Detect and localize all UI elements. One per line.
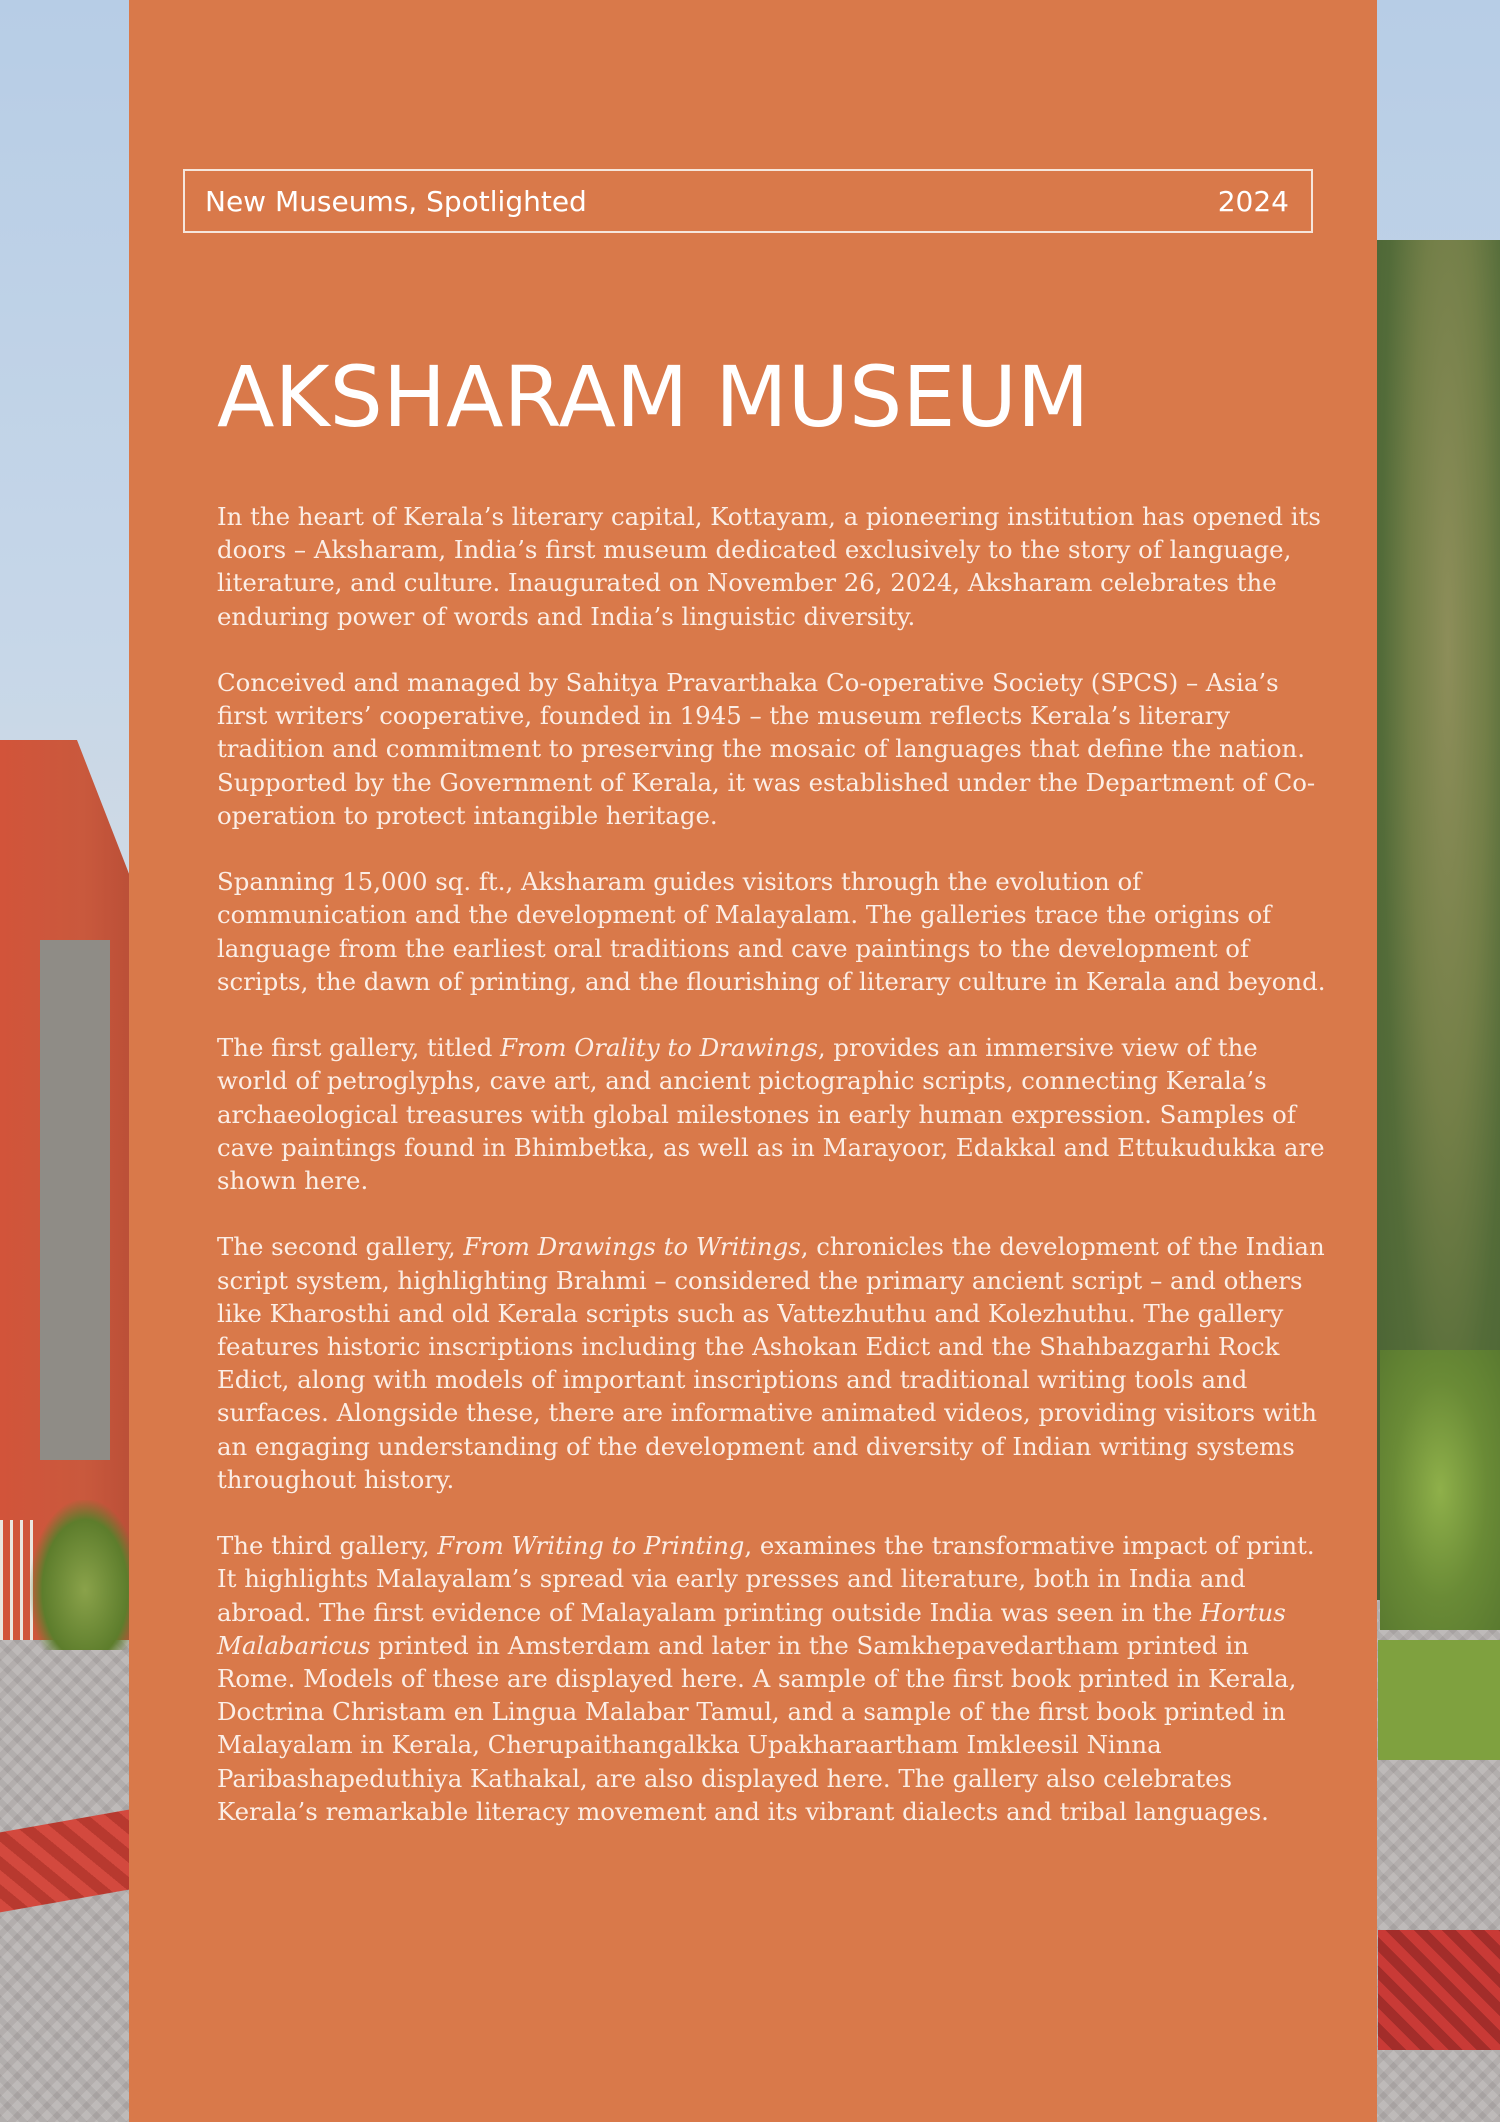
series-label: New Museums, Spotlighted	[205, 184, 587, 218]
page-title: AKSHARAM MUSEUM	[217, 348, 1090, 446]
paragraph-galleries-overview: Spanning 15,000 sq. ft., Aksharam guides visitors through the evolution of communication and the development of Malayalam. The galleries trace the origins of language from the earliest oral traditions and cave paintings to the development of scripts, the dawn of printing, and the flourishing of literary culture in Kerala and beyond.	[217, 867, 1326, 996]
book-title-italic: Hortus Malabaricus	[217, 1597, 1286, 1660]
series-year: 2024	[1217, 184, 1289, 218]
plant-left	[30, 1500, 140, 1650]
article-body	[217, 500, 1327, 1861]
text-run: The second gallery,	[217, 1232, 464, 1262]
red-paving-right	[1378, 1930, 1500, 2050]
paragraph-spcs: Conceived and managed by Sahitya Pravarthaka Co-operative Society (SPCS) – Asia’s first writers’ cooperative, founded in 1945 – the museum reflects Kerala’s literary tradition and commitment to preserving the mosaic of languages that define the nation. Supported by the Government of Kerala, it was established under the Department of Co-operation to protect intangible heritage.	[217, 668, 1316, 830]
text-run: The first gallery, titled	[217, 1033, 501, 1063]
text-run: The third gallery,	[217, 1531, 438, 1561]
building-wall-panel	[40, 940, 110, 1460]
gallery-title-italic: From Drawings to Writings	[463, 1232, 801, 1262]
paragraph-first-gallery	[217, 1031, 1327, 1197]
paragraph-intro: In the heart of Kerala’s literary capital, Kottayam, a pioneering institution has opened its doors – Aksharam, India’s first museum dedicated exclusively to the story of language, literature, and culture. Inaugurated on November 26, 2024, Aksharam celebrates the enduring power of words and India’s linguistic diversity.	[217, 502, 1321, 631]
text-run: , provides an immersive view of the world of petroglyphs, cave art, and ancient pictographic scripts, connecting Kerala’s archaeological treasures with global milestones in early human expression. Samples of cave paintings found in Bhimbetka, as well as in Marayoor, Edakkal and Ettukudukka are shown here.	[217, 1033, 1325, 1196]
series-header	[183, 169, 1313, 233]
paragraph-second-gallery	[217, 1230, 1327, 1496]
article-panel	[129, 0, 1377, 2122]
gallery-title-italic: From Orality to Drawings	[500, 1033, 818, 1063]
text-run: , chronicles the development of the Indian script system, highlighting Brahmi – considered the primary ancient script – and others like Kharosthi and old Kerala scripts such as Vattezhuthu and Kolezhuthu. The gallery features historic inscriptions including the Ashokan Edict and the Shahbazgarhi Rock Edict, along with models of important inscriptions and traditional writing tools and surfaces. Alongside these, there are informative animated videos, providing visitors with an engaging understanding of the development and diversity of Indian writing systems throughout history.	[217, 1232, 1325, 1494]
lawn-right	[1378, 1640, 1500, 1760]
text-run: , examines the transformative impact of print. It highlights Malayalam’s spread via early presses and literature, both in India and abroad. The first evidence of Malayalam printing outside India was seen in the	[217, 1531, 1315, 1627]
shrub-right	[1380, 1350, 1500, 1630]
paragraph-third-gallery	[217, 1529, 1327, 1828]
text-run: printed in Amsterdam and later in the Samkhepavedartham printed in Rome. Models of these are displayed here. A sample of the first book printed in Kerala, Doctrina Christam en Lingua Malabar Tamul, and a sample of the first book printed in Malayalam in Kerala, Cherupaithangalkka Upakharaartham Imkleesil Ninna Paribashapeduthiya Kathakal, are also displayed here. The gallery also celebrates Kerala’s remarkable literacy movement and its vibrant dialects and tribal languages.	[217, 1630, 1297, 1826]
gallery-title-italic: From Writing to Printing	[437, 1531, 745, 1561]
